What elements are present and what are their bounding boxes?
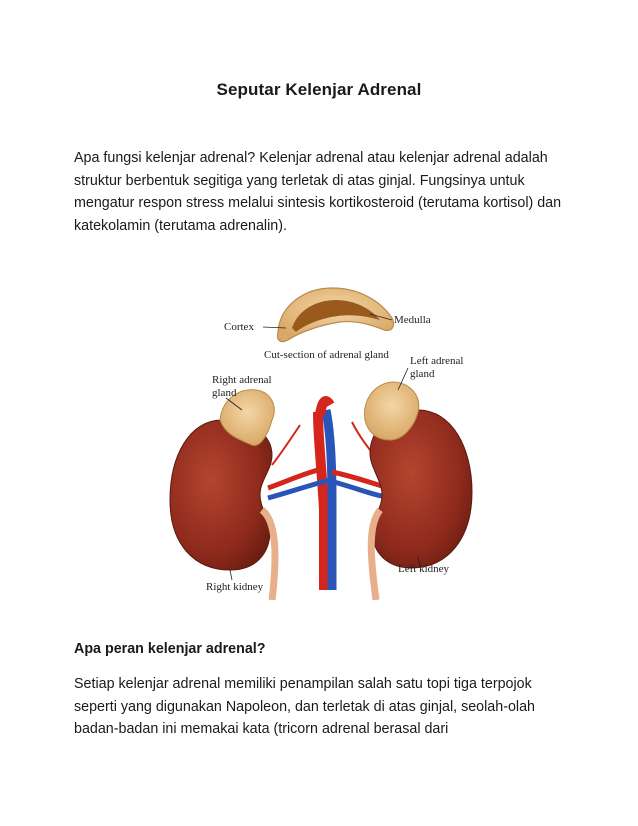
label-left-adrenal-2: gland xyxy=(410,368,435,380)
label-cortex: Cortex xyxy=(224,321,254,333)
label-left-kidney: Left kidney xyxy=(398,563,450,575)
label-right-adrenal-2: gland xyxy=(212,387,237,399)
document-title: Seputar Kelenjar Adrenal xyxy=(216,80,422,99)
label-left-adrenal-1: Left adrenal xyxy=(410,355,464,367)
label-right-kidney: Right kidney xyxy=(206,581,264,593)
section-paragraph: Setiap kelenjar adrenal memiliki penampilan salah satu topi tiga terpojok seperti yang digunakan Napoleon, dan terletak di atas ginjal, seolah-olah badan-badan ini memakai kata (tricorn adrenal berasal dari xyxy=(74,676,535,737)
label-medulla: Medulla xyxy=(394,314,431,326)
adrenal-gland-illustration xyxy=(160,270,490,600)
adrenal-cut-section xyxy=(277,288,393,342)
label-cut-section: Cut-section of adrenal gland xyxy=(264,349,389,361)
intro-paragraph: Apa fungsi kelenjar adrenal? Kelenjar adrenal atau kelenjar adrenal adalah struktur berbentuk segitiga yang terletak di atas ginjal. Fungsinya untuk mengatur respon stress melalui sintesis kortikosteroid (terutama kortisol) dan katekolamin (terutama adrenalin). xyxy=(74,150,562,234)
section-heading: Apa peran kelenjar adrenal? xyxy=(74,641,266,657)
right-kidney xyxy=(170,420,275,600)
adrenal-gland-diagram xyxy=(160,270,490,600)
blood-vessels xyxy=(268,401,382,590)
label-right-adrenal-1: Right adrenal xyxy=(212,374,272,386)
